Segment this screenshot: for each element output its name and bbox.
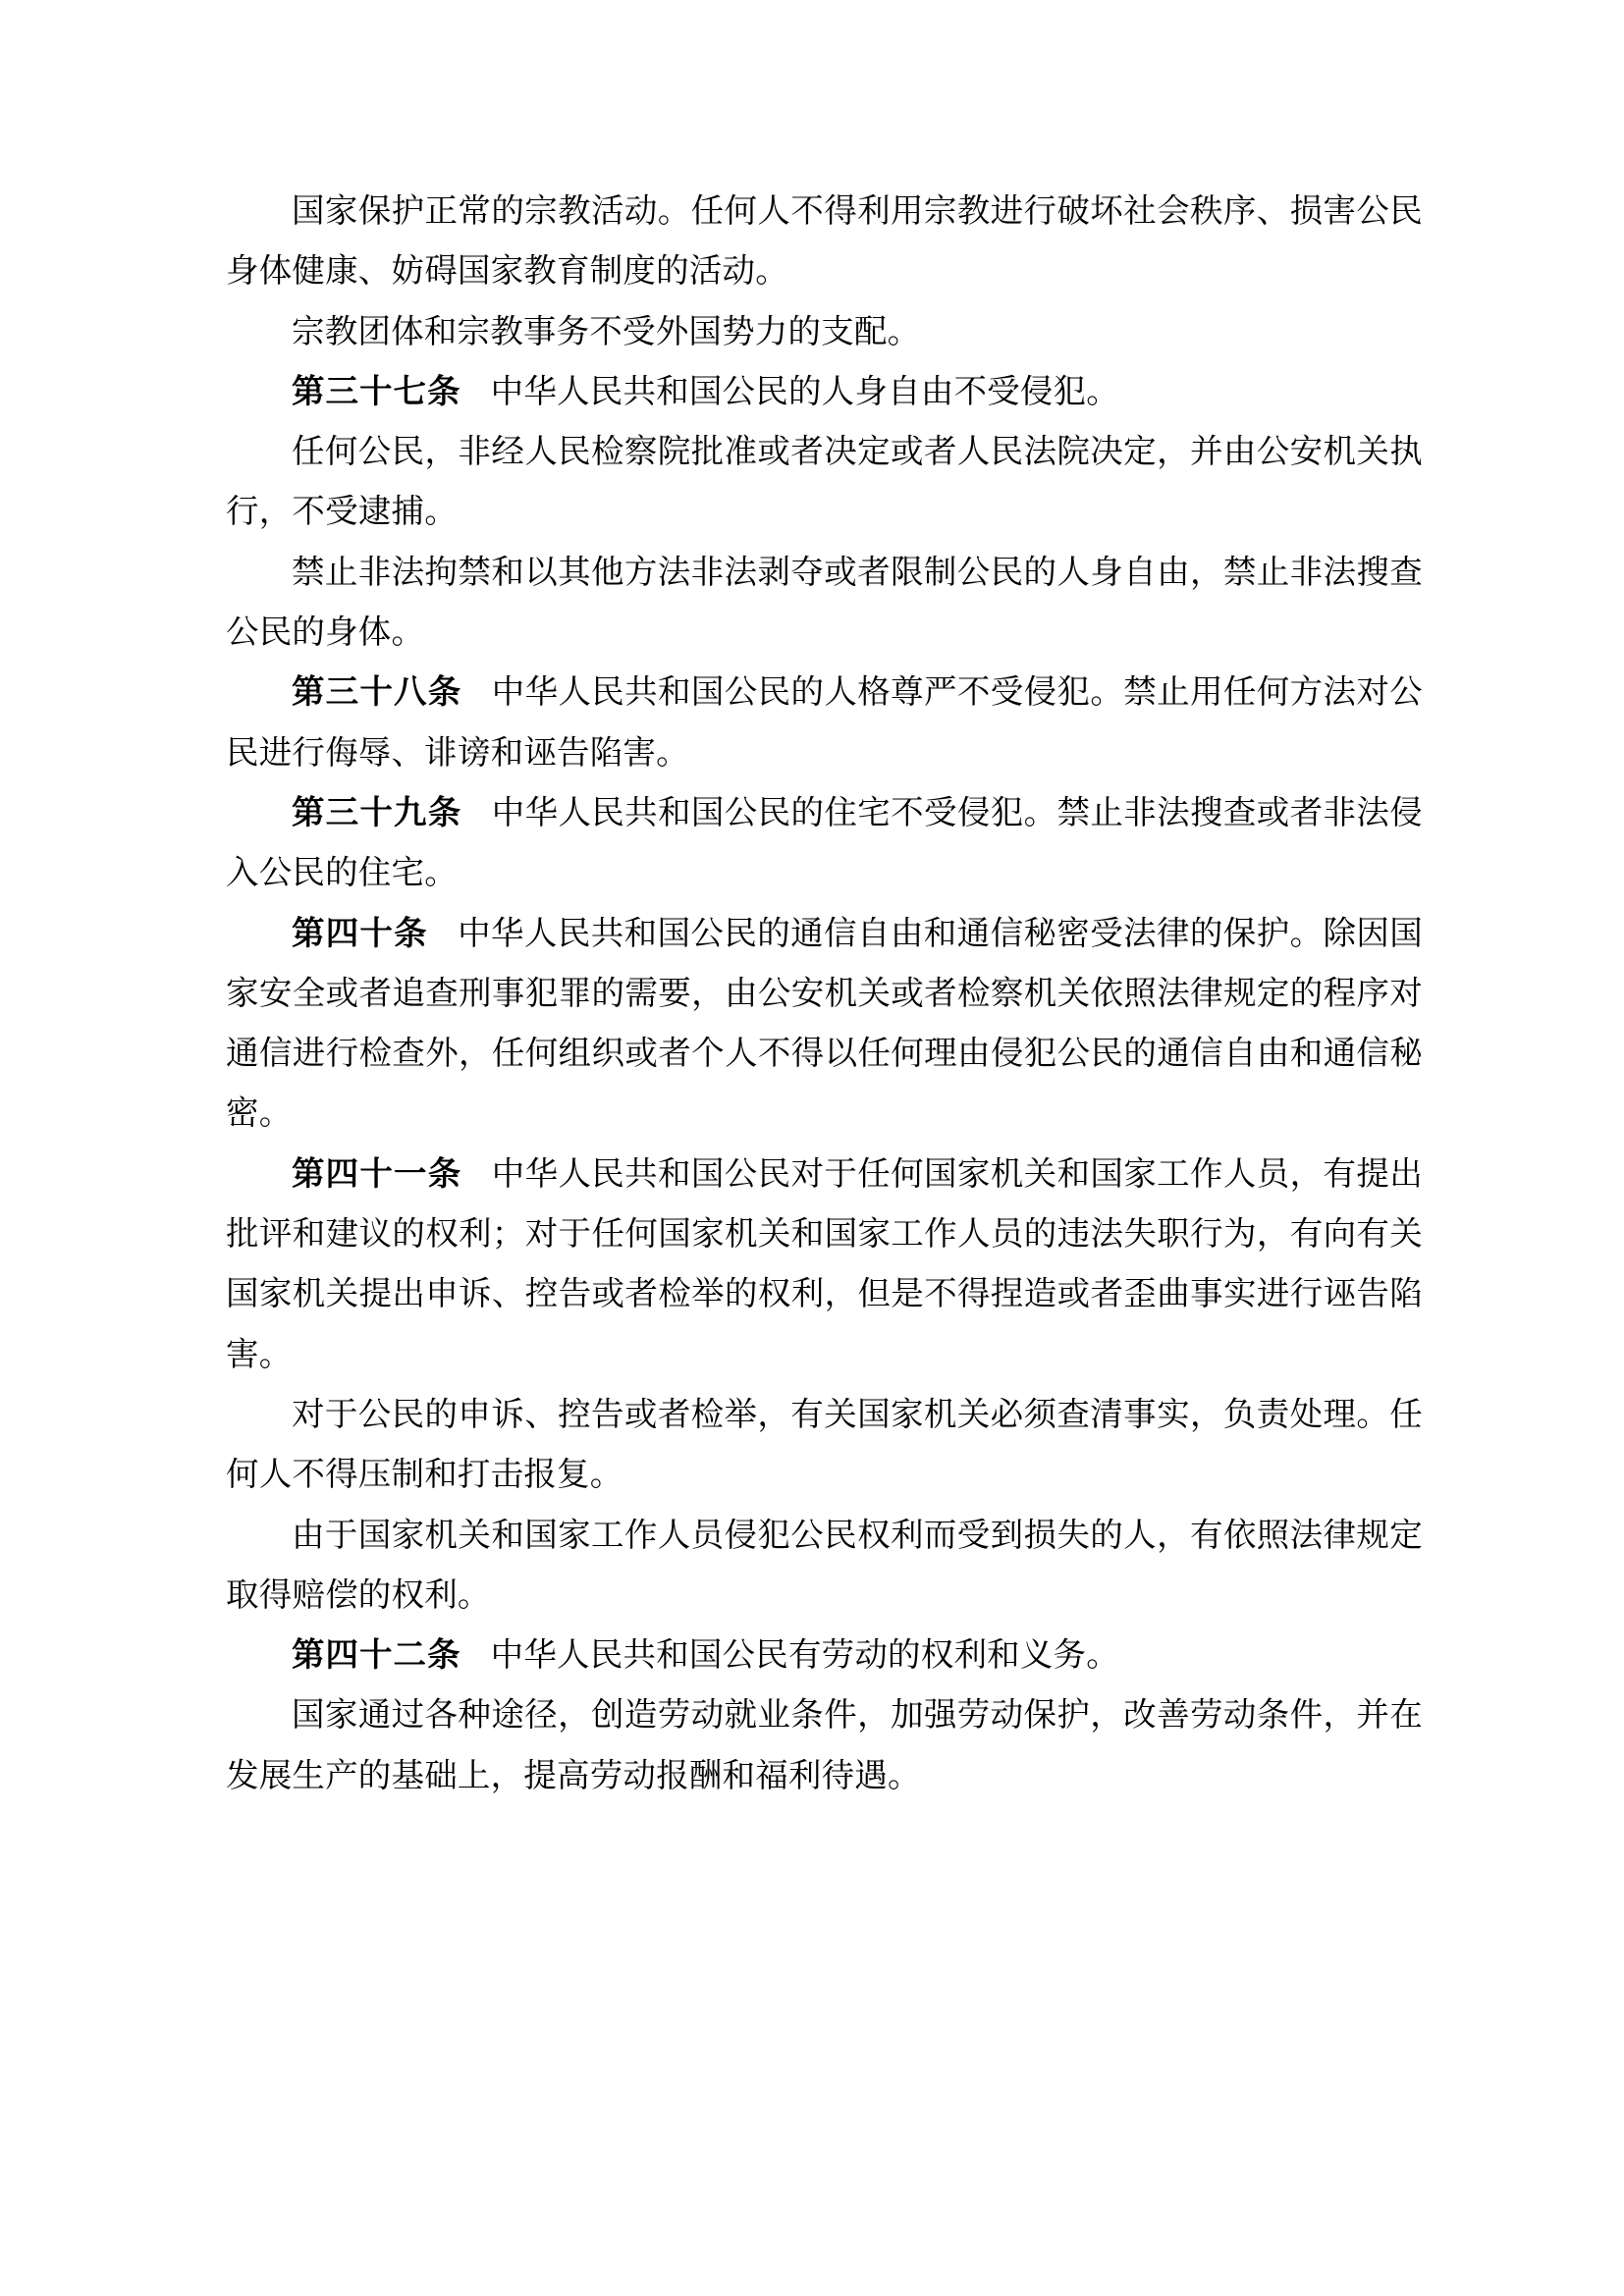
article-label: 第四十一条 <box>292 1155 462 1193</box>
body-paragraph <box>226 1685 1423 1806</box>
article-paragraph <box>226 783 1423 904</box>
article-text: 中华人民共和国公民对于任何国家机关和国家工作人员，有提出批评和建议的权利；对于任何国家机关和国家工作人员的违法失职行为，有向有关国家机关提出申诉、控告或者检举的权利，但是不得捏造或者歪曲事实进行诬告陷害。 <box>226 1155 1423 1373</box>
paragraph-text: 宗教团体和宗教事务不受外国势力的支配。 <box>292 313 921 350</box>
body-paragraph <box>226 182 1423 302</box>
article-text: 中华人民共和国公民的人格尊严不受侵犯。禁止用任何方法对公民进行侮辱、诽谤和诬告陷害。 <box>226 674 1423 772</box>
body-paragraph <box>226 543 1423 664</box>
article-paragraph <box>226 1145 1423 1385</box>
document-body <box>226 182 1423 1806</box>
body-paragraph <box>226 1385 1423 1506</box>
paragraph-text: 国家通过各种途径，创造劳动就业条件，加强劳动保护，改善劳动条件，并在发展生产的基础上，提高劳动报酬和福利待遇。 <box>226 1697 1423 1794</box>
article-text: 中华人民共和国公民的通信自由和通信秘密受法律的保护。除因国家安全或者追查刑事犯罪的需要，由公安机关或者检察机关依照法律规定的程序对通信进行检查外，任何组织或者个人不得以任何理由侵犯公民的通信自由和通信秘密。 <box>226 915 1423 1133</box>
article-label: 第三十八条 <box>292 674 462 712</box>
paragraph-text: 对于公民的申诉、控告或者检举，有关国家机关必须查清事实，负责处理。任何人不得压制和打击报复。 <box>226 1396 1423 1494</box>
article-paragraph <box>226 663 1423 783</box>
article-label: 第三十七条 <box>292 373 461 410</box>
paragraph-text: 由于国家机关和国家工作人员侵犯公民权利而受到损失的人，有依照法律规定取得赔偿的权利。 <box>226 1517 1423 1614</box>
article-paragraph <box>226 1626 1423 1685</box>
paragraph-text: 任何公民，非经人民检察院批准或者决定或者人民法院决定，并由公安机关执行，不受逮捕。 <box>226 434 1423 531</box>
paragraph-text: 禁止非法拘禁和以其他方法非法剥夺或者限制公民的人身自由，禁止非法搜查公民的身体。 <box>226 554 1423 652</box>
article-label: 第四十二条 <box>292 1637 461 1675</box>
body-paragraph <box>226 1506 1423 1627</box>
article-label: 第三十九条 <box>292 794 462 831</box>
body-paragraph <box>226 302 1423 362</box>
article-text: 中华人民共和国公民的住宅不受侵犯。禁止非法搜查或者非法侵入公民的住宅。 <box>226 794 1423 892</box>
article-text: 中华人民共和国公民的人身自由不受侵犯。 <box>490 373 1119 410</box>
article-paragraph <box>226 904 1423 1145</box>
article-paragraph <box>226 362 1423 422</box>
article-label: 第四十条 <box>292 915 428 952</box>
paragraph-text: 国家保护正常的宗教活动。任何人不得利用宗教进行破坏社会秩序、损害公民身体健康、妨碍国家教育制度的活动。 <box>226 193 1423 291</box>
body-paragraph <box>226 422 1423 543</box>
article-text: 中华人民共和国公民有劳动的权利和义务。 <box>490 1637 1119 1675</box>
